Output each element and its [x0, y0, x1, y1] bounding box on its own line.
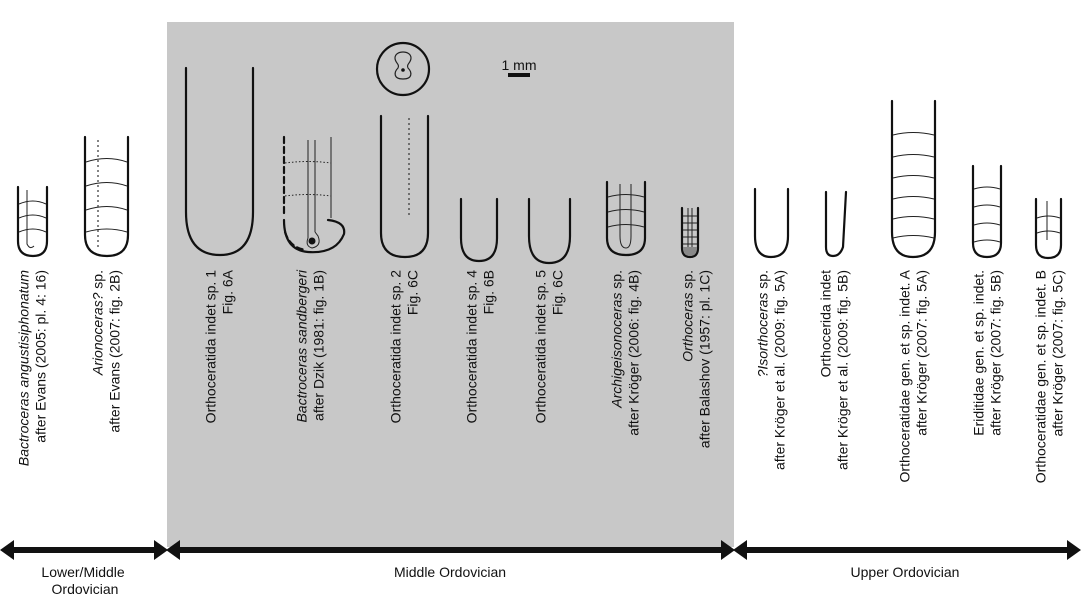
specimen-label-line — [294, 269, 310, 422]
specimen-label-segment: Eriditidae gen. et sp. indet. — [970, 270, 987, 436]
specimen-label-segment: after Kröger (2007: fig. 5B) — [987, 270, 1004, 436]
shell-drawing-eriditidae-indet — [973, 166, 1001, 257]
period-label-middle — [394, 564, 506, 580]
specimen-label-line — [755, 270, 771, 377]
specimen-label-line — [405, 270, 421, 315]
specimen-label-line — [464, 270, 480, 424]
shell-drawing-orthocerida-indet — [826, 192, 846, 256]
specimen-label-line — [1050, 270, 1066, 437]
specimen-label-segment: sp. — [89, 270, 106, 293]
specimen-label-line — [90, 270, 106, 376]
shell-drawing-arionoceras — [85, 137, 128, 256]
specimen-label-segment: Orthoceratidae gen. et sp. indet. B — [1032, 270, 1049, 484]
specimen-label-line — [107, 270, 123, 433]
specimen-label-line — [533, 270, 549, 424]
specimen-label-line — [33, 270, 49, 443]
specimen-label-segment: Fig. 6C — [404, 270, 421, 316]
period-labels — [41, 564, 959, 597]
specimen-label-segment: sp. — [608, 270, 625, 293]
specimen-label-line — [835, 270, 851, 470]
specimen-label-segment: after Kröger et al. (2009: fig. 5B) — [834, 270, 851, 470]
specimen-label-segment: after Kröger et al. (2009: fig. 5A) — [771, 270, 788, 470]
specimen-label-line — [388, 270, 404, 424]
specimen-label-line — [609, 270, 625, 409]
specimen-label-segment: Orthoceratidae gen. et sp. indet. A — [896, 270, 913, 483]
period-label-lower-middle — [41, 564, 128, 597]
specimen-label-line — [203, 270, 219, 424]
specimen-label-line — [971, 270, 987, 436]
arrow-lower-middle-ordovician — [0, 540, 168, 560]
specimen-label-segment: Bactroceras angustisiphonatum — [15, 270, 32, 467]
scale-bar — [508, 73, 530, 77]
specimen-label-segment: ?Isorthoceras — [754, 292, 771, 378]
shell-drawing-isorthoceras — [755, 189, 788, 257]
period-line: Lower/Middle — [41, 564, 125, 580]
specimen-label-segment: Orthoceras — [679, 292, 696, 362]
specimen-label-line — [772, 270, 788, 470]
specimen-label-segment: after Kröger (2007: fig. 5C) — [1049, 270, 1066, 437]
specimen-label-segment: after Evans (2007: fig. 2B) — [106, 270, 123, 433]
shell-drawing-orthoceratidae-indet-b — [1036, 199, 1061, 258]
specimen-label-line — [550, 270, 566, 315]
specimen-label-segment: after Kröger (2006: fig. 4B) — [625, 270, 642, 436]
specimen-label-line — [697, 270, 713, 448]
shell-drawing-bactroceras-angustisiphonatum — [18, 187, 47, 256]
specimen-label-line — [914, 270, 930, 436]
specimen-label-segment: Arionoceras? — [89, 292, 106, 376]
period-label-upper — [851, 564, 960, 580]
specimen-label-segment: Orthoceratida indet sp. 2 — [387, 270, 404, 424]
specimen-label-line — [16, 270, 32, 466]
specimen-label-line — [481, 270, 497, 314]
specimen-label-line — [818, 270, 834, 378]
period-line: Upper Ordovician — [850, 564, 960, 580]
specimen-label-segment: after Kröger (2007: fig. 5A) — [913, 270, 930, 436]
specimen-label-segment: Orthoceratida indet sp. 5 — [532, 270, 549, 424]
specimen-label-line — [311, 270, 327, 421]
specimen-label-segment: Orthoceratida indet sp. 1 — [202, 270, 219, 424]
specimen-label-segment: after Evans (2005: pl. 4: 16) — [32, 270, 49, 443]
specimen-label-line — [680, 270, 696, 362]
specimen-label-line — [988, 270, 1004, 436]
specimen-label-segment: after Balashov (1957: pl. 1C) — [696, 270, 713, 449]
specimen-label-segment: sp. — [754, 270, 771, 293]
specimen-label-segment: Orthoceratida indet sp. 4 — [463, 270, 480, 424]
period-line: Middle Ordovician — [393, 564, 507, 580]
specimen-label-line — [626, 270, 642, 436]
shell-drawing-orthoceratidae-indet-a — [892, 101, 935, 257]
period-line: Ordovician — [51, 581, 119, 597]
specimen-label-segment: Fig. 6B — [480, 270, 497, 315]
specimen-label-segment: Bactroceras sandbergeri — [293, 270, 310, 423]
specimen-label-segment: sp. — [679, 270, 696, 293]
specimen-label-segment: after Dzik (1981: fig. 1B) — [310, 270, 327, 421]
specimen-label-line — [220, 269, 236, 314]
arrow-upper-ordovician — [733, 540, 1081, 560]
specimen-label-segment: Orthocerida indet — [817, 270, 834, 378]
scale-bar-label: 1 mm — [501, 57, 537, 73]
specimen-label-line — [897, 269, 913, 482]
specimen-label-segment: Fig. 6A — [219, 270, 236, 315]
specimen-label-line — [1033, 270, 1049, 483]
specimen-label-segment: Fig. 6C — [549, 270, 566, 316]
specimen-label-segment: Archigeisonoceras — [608, 292, 625, 408]
